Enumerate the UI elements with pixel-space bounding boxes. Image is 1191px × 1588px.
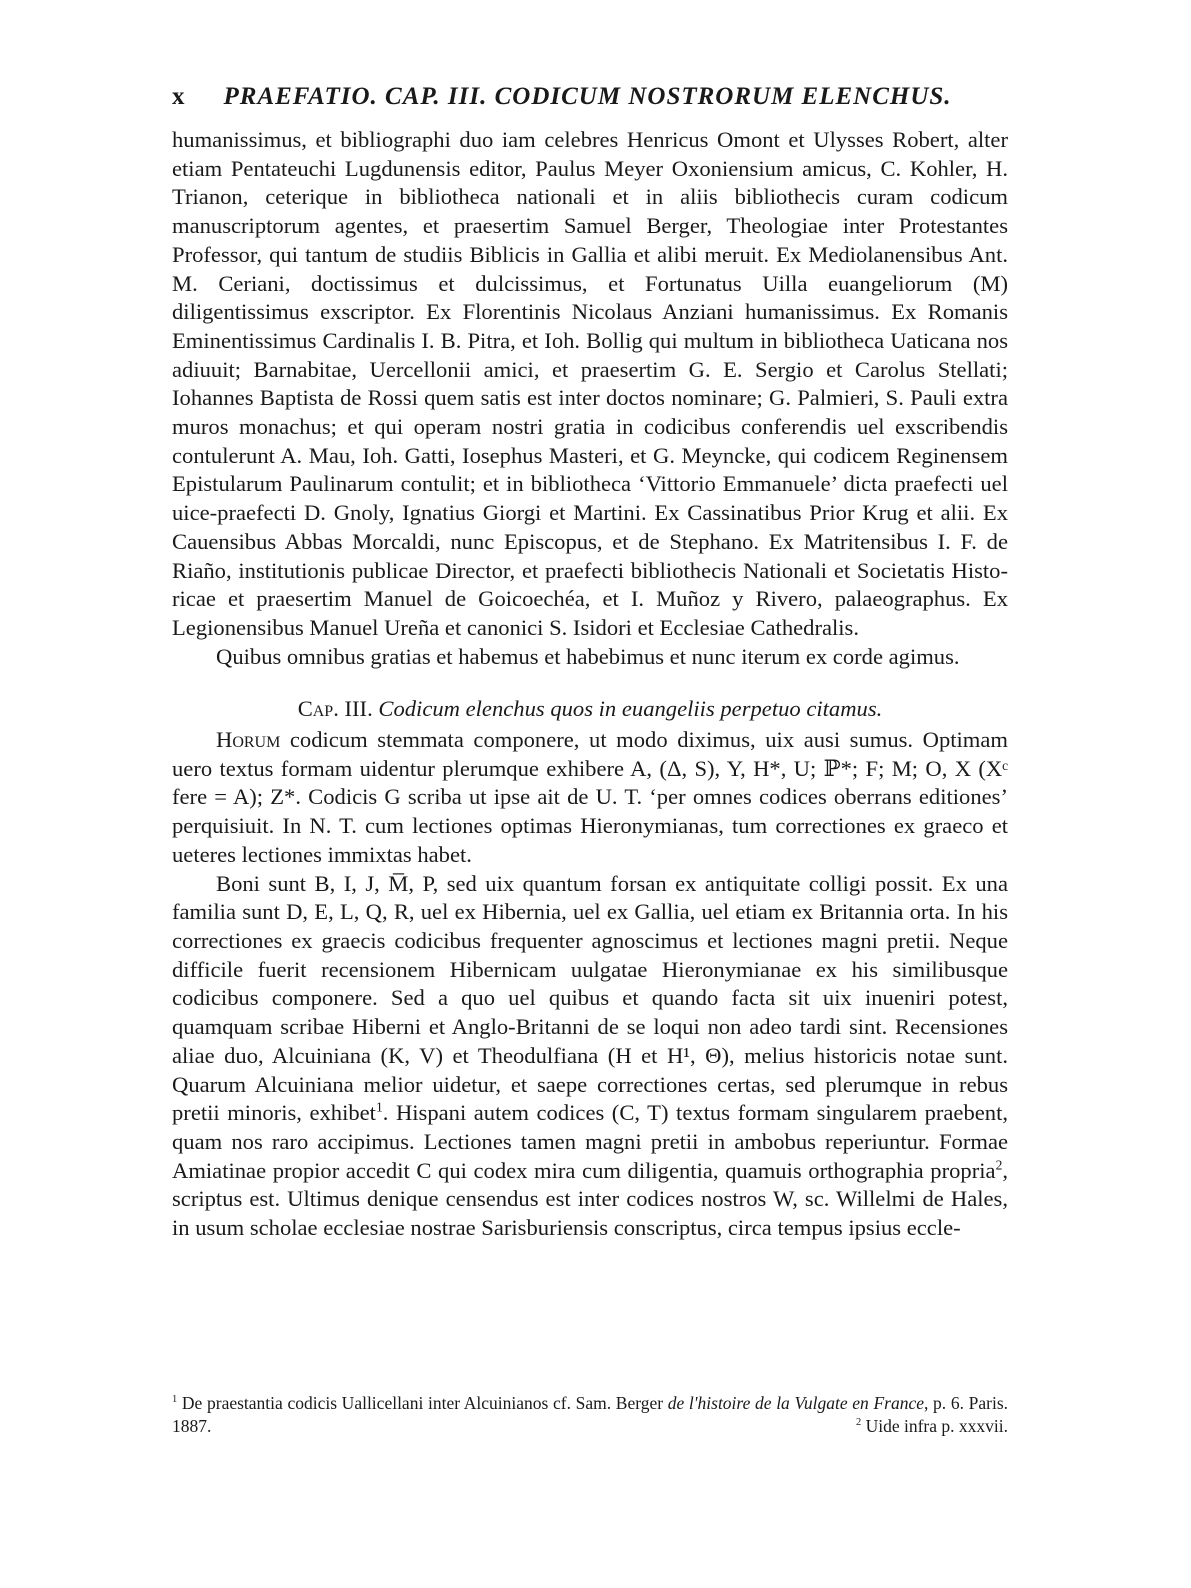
paragraph-gratitude: Quibus omnibus gratias et habemus et habebimus et nunc iterum ex corde agimus. [216, 643, 960, 669]
chapter-label: Cap. III. [297, 696, 373, 722]
running-title: PRAEFATIO. CAP. III. CODICUM NOSTRORUM ELENCHUS. [223, 83, 952, 110]
chapter-heading [172, 695, 1008, 724]
paragraph-horum [172, 726, 1008, 870]
paragraph-boni-part-a: Boni sunt B, I, J, M̅, P, sed uix quantum forsan ex antiquitate colligi possit. Ex una familia sunt D, E, L, Q, R, uel ex Hibernia, uel ex Gallia, uel etiam ex Britannia orta. In his correctiones ex graecis codicibus frequenter agnoscimus et lectiones magni pretii. Neque difficile fuerit recensionem Hibernicam uulgatae Hieronymianae ex his similibusque codicibus componere. Sed a quo uel quibus et quando facta sit uix inueniri potest, quamquam scribae Hiberni et Anglo-Britanni de se loqui non adeo tardi sint. Recensiones aliae duo, Alcuiniana (K, V) et Theodulfiana (H et H¹, Θ), melius historicis notae sunt. Quarum Alcuiniana melior uidetur, et saepe correctiones certas, sed plerumque in rebus pretii minoris, exhibet [172, 870, 1008, 1126]
paragraph-boni-part-c: , scriptus est. Ultimus denique censendus est inter codices nostros W, sc. Willelmi de Hales, in usum scholae ecclesiae nostrae Sarisburiensis conscriptus, circa tempus ipsius eccle- [172, 1157, 1008, 1241]
footnotes [172, 1392, 1008, 1438]
footnote-1-title: de l'histoire de la Vulgate en France [667, 1393, 924, 1413]
paragraph-horum-text: codicum stemmata componere, ut modo diximus, uix ausi sumus. Optimam uero textus formam uidentur plerumque exhibere A, (Δ, S), Y, H*, U; ℙ*; F; M; O, X (Xᶜ fere = A); Z*. Codicis G scriba ut ipse ait de U. T. ‘per omnes codices oberrans editiones’ perquisiuit. In N. T. cum lectiones optimas Hieronymianas, tum correctiones ex graeco et ueteres lectiones immixtas habet. [172, 727, 1008, 867]
paragraph-boni-part-b: . Hispani autem codices (C, T) textus formam singularem praebent, quam nos raro accipimus. Lectiones tamen magni pretii in ambobus reperiuntur. Formae Amiatinae propior accedit C qui codex mira cum diligentia, quamuis orthographia propria [172, 1100, 1008, 1183]
footnote-2 [856, 1415, 1008, 1438]
paragraph-boni [172, 870, 1008, 1243]
footnote-ref-1: 1 [375, 1099, 383, 1115]
main-text [172, 126, 1008, 1243]
footnote-ref-2: 2 [995, 1157, 1003, 1173]
chapter-title: Codicum elenchus quos in euangeliis perpetuo citamus. [378, 696, 883, 722]
paragraph-acknowledgements: humanissimus, et bibliographi duo iam celebres Henricus Omont et Ulysses Robert, alter etiam Pentateuchi Lugdunensis editor, Paulus Meyer Oxoniensium amicus, C. Kohler, H. Trianon, ceterique in bibliotheca nationali et in aliis bibliothecis curam codicum manuscriptorum agentes, et praesertim Samuel Berger, Theologiae inter Protestantes Professor, qui tantum de studiis Biblicis in Gallia et alibi meruit. Ex Mediolanensibus Ant. M. Ceriani, doctissimus et dulcissimus, et Fortunatus Uilla euangeliorum (M) diligentissimus exscriptor. Ex Florentinis Nicolaus Anziani humanissimus. Ex Romanis Eminentissimus Cardinalis I. B. Pitra, et Ioh. Bollig qui multum in bibliotheca Uaticana nos adiuuit; Barnabitae, Uercellonii amici, et praesertim G. E. Sergio et Carolus Stellati; Iohannes Baptista de Rossi quem satis est inter doctos nominare; G. Palmieri, S. Pauli extra muros monachus; et qui operam nostri gratia in codicibus conferendis uel exscribendis contulerunt A. Mau, Ioh. Gatti, Iosephus Masteri, et G. Meyncke, qui codicem Reginensem Epistularum Paulinarum contulit; et in bibliotheca ‘Vittorio Emmanuele’ dicta praefecti uel uice-praefecti D. Gnoly, Ignatius Giorgi et Martini. Ex Cassinatibus Prior Krug et alii. Ex Cauensibus Abbas Morcaldi, nunc Episcopus, et de Stephano. Ex Matritensibus I. F. de Riaño, institutionis publicae Director, et praefecti bibliothecis Nationali et Societatis Historicae et praesertim Manuel de Goicoechéa, et I. Muñoz y Rivero, palaeographus. Ex Legionensibus Manuel Ureña et canonici S. Isidori et Ecclesiae Cathedralis. [172, 127, 1008, 640]
footnote-1-text: De praestantia codicis Uallicellani inter Alcuinianos cf. Sam. Berger [177, 1393, 668, 1413]
footnote-2-text: Uide infra p. xxxvii. [861, 1416, 1008, 1436]
footnote-1-tail: , p. 6. Paris. 1887. [172, 1393, 1008, 1436]
footnote-2-mark: 2 [855, 1417, 862, 1429]
footnote-1-mark: 1 [172, 1394, 178, 1406]
first-word: Horum [216, 727, 281, 753]
page-number: x [172, 83, 186, 110]
running-head [172, 82, 1008, 112]
